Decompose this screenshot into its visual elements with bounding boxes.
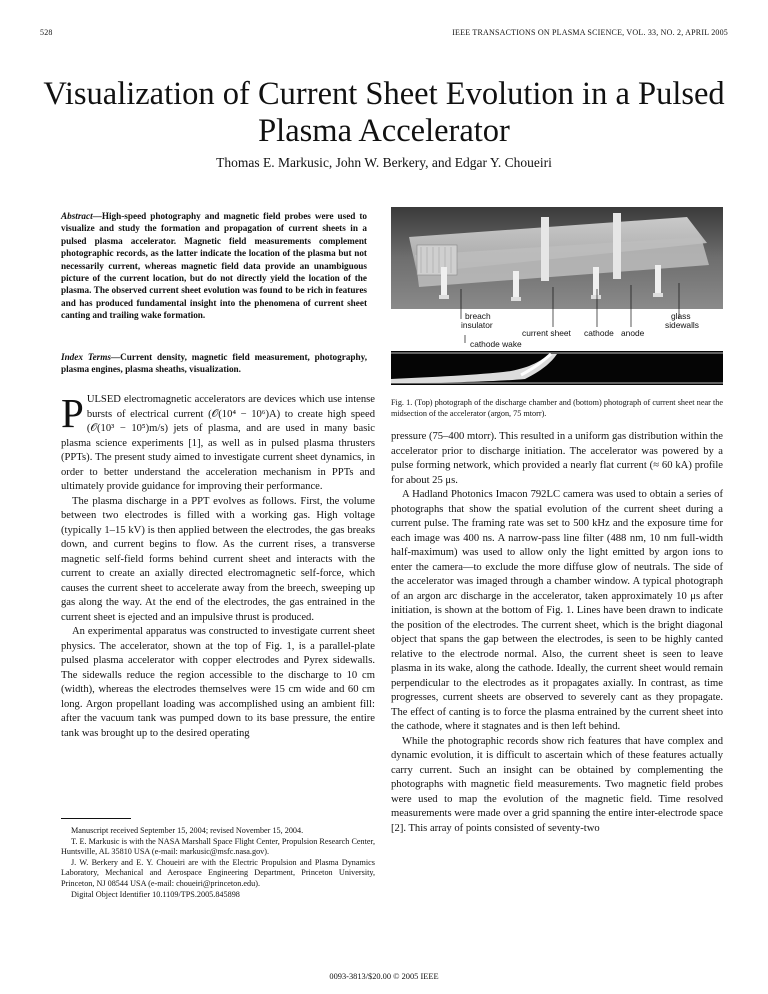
paper-title: Visualization of Current Sheet Evolution in a Pulsed Plasma Accelerator — [43, 76, 725, 149]
journal-header: IEEE TRANSACTIONS ON PLASMA SCIENCE, VOL. 33, NO. 2, APRIL 2005 — [452, 28, 728, 37]
label-breach: breach — [465, 311, 491, 321]
footnote-affiliation: T. E. Markusic is with the NASA Marshall Space Flight Center, Propulsion Research Center, Huntsville, AL 35810 USA (e-mail: markusic@msfc.nasa.gov). — [61, 836, 375, 857]
index-terms-text: Current density, magnetic field measurement, photography, plasma engines, plasma sheaths, visualization. — [61, 352, 368, 375]
body-column-right — [391, 430, 723, 836]
index-terms — [61, 351, 367, 376]
page-number: 528 — [40, 28, 53, 37]
body-paragraph: While the photographic records show rich features that have complex and dynamic evolution, it is difficult to ascertain which of these features actually carry current. Such an insight can be obtained by complementing the photographs with magnetic field measurements. Two magnetic field probes were used to map the evolution of the magnetic field. Time resolved measurements were made over a grid spanning the entire inter-electrode space [2]. This array of points consisted of seventy-two — [391, 735, 723, 834]
abstract-label: Abstract— — [61, 211, 102, 221]
figure-caption: Fig. 1. (Top) photograph of the discharge chamber and (bottom) photograph of current sheet near the midsection of the accelerator (argon, 75 mtorr). — [391, 398, 723, 418]
copyright-line: 0093-3813/$20.00 © 2005 IEEE — [329, 972, 439, 981]
author-list: Thomas E. Markusic, John W. Berkery, and Edgar Y. Choueiri — [216, 155, 552, 170]
discharge-chamber-photo — [391, 207, 723, 309]
label-current-sheet: current sheet — [522, 328, 571, 338]
label-glass: glass — [671, 311, 691, 321]
abstract — [61, 210, 367, 322]
label-anode: anode — [621, 328, 645, 338]
label-insulator: insulator — [461, 320, 493, 330]
body-paragraph: A Hadland Photonics Imacon 792LC camera was used to obtain a series of photographs that show the spatial evolution of the current sheet during a current pulse. The framing rate was set to 500 kHz and the exposure time for each image was 400 ns. A narrow-pass line filter (488 nm, 10 nm full-width half-maximum) was used to allow only the light emitted by argon ions to enter the camera—to exclude the more diffuse glow of neutrals. The side of the accelerator was imaged through a chamber window. A typical photograph of an argon arc discharge in the accelerator, taken approximately 10 μs after initiation, is shown at the bottom of Fig. 1. Lines have been drawn to indicate the position of the electrodes. The current sheet, which is the bright diagonal object that spans the gap between the electrodes, is seen to be highly canted relative to the electrode normal. Also, the current sheet is seen to leave plasma in its wake, along the cathode. Ideally, the current sheet would remain perpendicular to the electrodes as it propagates axially. In contrast, as time progresses, current sheets are observed to severely cant as they propagate. The effect of canting is to force the plasma entrained by the current sheet into the cathode, where it stagnates and is then left behind. — [391, 489, 723, 732]
footnote-affiliation: J. W. Berkery and E. Y. Choueiri are with the Electric Propulsion and Plasma Dynamics Laboratory, Mechanical and Aerospace Engineering Department, Princeton University, Princeton, NJ 08544 USA (e-mail: choueiri@princeton.edu). — [61, 857, 375, 888]
body-column-left — [61, 390, 375, 741]
label-cathode-wake: cathode wake — [470, 339, 522, 349]
intro-paragraph — [61, 390, 375, 495]
index-terms-label: Index Terms— — [61, 352, 121, 362]
body-paragraph: The plasma discharge in a PPT evolves as follows. First, the volume between two electrodes is filled with a working gas. High voltage (typically 1–15 kV) is then applied between the electrodes, the gas breaks down, and current begins to flow. As the current rises, a transverse magnetic self-field forms behind current sheet and interacts with the current to create an axially directed electromagnetic self-force, which causes the current sheet to accelerate away from the breech, sweeping up gas along the way. At the end of the electrodes, the gas entrained in the current sheet is ejected and an impulsive thrust is produced. — [61, 495, 375, 623]
intro-text: ULSED electromagnetic accelerators are devices which use intense bursts of electrical current (𝒪(10⁴ − 10⁶)A) to create high speed (𝒪(10³ − 10⁵)m/s) jets of plasma, and are used in many basic plasma science experiments [1], as well as in pulsed plasma thrusters (PPTs). The present study aimed to investigate current sheet dynamics, in order to better understand the acceleration mechanism in PPTs and ultimately provide guidance for improving their performance. — [61, 394, 375, 492]
footnote-received: Manuscript received September 15, 2004; revised November 15, 2004. — [71, 826, 304, 835]
footnote-rule — [61, 818, 131, 819]
body-paragraph: pressure (75–400 mtorr). This resulted in a uniform gas distribution within the accelerator prior to discharge initiation. The accelerator was powered by a pulse forming network, which provided a nearly flat current (≈ 60 kA) profile for about 25 μs. — [391, 431, 723, 486]
footnote-doi: Digital Object Identifier 10.1109/TPS.2005.845898 — [71, 889, 240, 899]
footnotes — [61, 826, 375, 900]
body-paragraph: An experimental apparatus was constructed to investigate current sheet physics. The accelerator, shown at the top of Fig. 1, is a parallel-plate pulsed plasma accelerator with copper electrodes and Pyrex sidewalls. The sidewalls reduce the region accessible to the discharge to 10 cm (width), whereas the electrodes themselves were 15 cm wide and 60 cm long. Argon propellant loading was accomplished using an ambient fill: after the vacuum tank was pumped down to its base pressure, the entire tank was brought up to the desired operating — [61, 626, 375, 739]
abstract-text: High-speed photography and magnetic field probes were used to visualize and study the formation and propagation of current sheets in a pulsed plasma accelerator. Magnetic field measurements complement photographic records, as the latter indicate the location of the plasma but not necessarily current, whereas magnetic field data provide an unambiguous picture of the current location, but do not directly yield the location of the plasma. The observed current sheet evolution was found to be rich in features and has produced fundamental insight into the phenomena of current sheet canting and trailing wake formation. — [61, 211, 367, 321]
drop-cap: P — [61, 390, 84, 436]
figure-1 — [391, 207, 723, 385]
label-sidewalls: sidewalls — [665, 320, 699, 330]
current-sheet-photo — [391, 351, 723, 385]
label-cathode: cathode — [584, 328, 614, 338]
